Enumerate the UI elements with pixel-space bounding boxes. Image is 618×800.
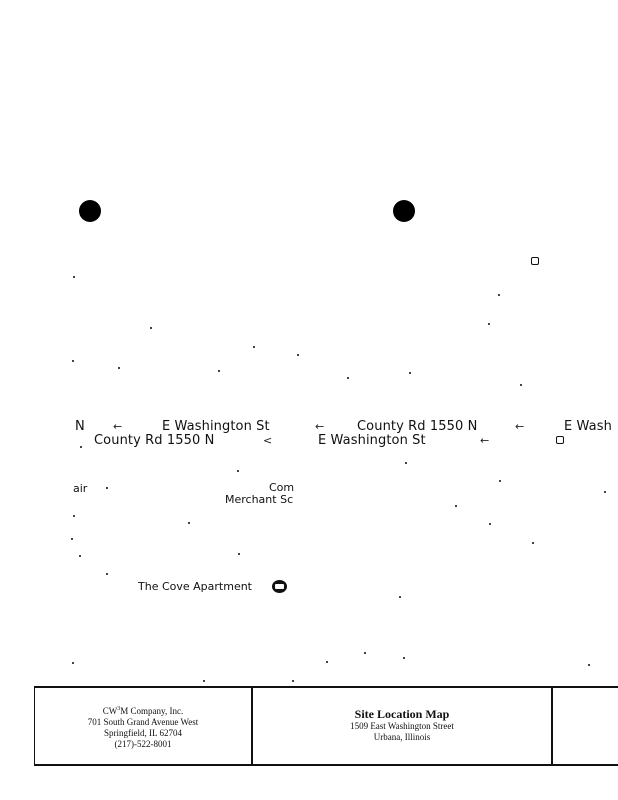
- road-arrow: ←: [480, 434, 490, 447]
- map-speck: [292, 680, 294, 682]
- road-label-n: N: [75, 419, 85, 434]
- map-speck: [253, 346, 255, 348]
- map-speck: [72, 662, 74, 664]
- map-speck: [71, 538, 73, 540]
- map-speck: [326, 661, 328, 663]
- map-speck: [73, 515, 75, 517]
- company-address: 701 South Grand Avenue West: [87, 717, 199, 727]
- map-speck: [203, 680, 205, 682]
- map-speck: [118, 367, 120, 369]
- left-marker-dot: [79, 200, 101, 222]
- road-label-county-rd-1550-n: County Rd 1550 N: [357, 419, 478, 434]
- map-speck: [238, 553, 240, 555]
- title-block-extra-cell: [553, 688, 618, 764]
- map-speck: [499, 480, 501, 482]
- map-speck: [364, 652, 366, 654]
- site-info-cell: [253, 688, 553, 764]
- map-speck: [403, 657, 405, 659]
- map-speck: [106, 573, 108, 575]
- map-speck: [80, 446, 82, 448]
- company-name: $CW^3M$ Company, Inc.: [102, 706, 184, 716]
- road-label-e-washington-st-2: E Washington St: [318, 433, 426, 448]
- company-phone: (217)-522-8001: [114, 739, 172, 749]
- apartment-icon: [272, 580, 287, 593]
- map-speck: [488, 323, 490, 325]
- road-label-e-washington-st: E Washington St: [162, 419, 270, 434]
- map-speck: [73, 276, 75, 278]
- road-arrow: ←: [515, 420, 525, 433]
- map-speck: [498, 294, 500, 296]
- place-label-merchant: Merchant Sc: [225, 493, 294, 506]
- map-speck: [532, 542, 534, 544]
- map-speck: [588, 664, 590, 666]
- map-speck: [237, 470, 239, 472]
- map-speck: [399, 596, 401, 598]
- map-speck: [455, 505, 457, 507]
- map-speck: [218, 370, 220, 372]
- map-speck: [188, 522, 190, 524]
- map-speck: [150, 327, 152, 329]
- map-poi-icon: [556, 436, 564, 444]
- map-speck: [405, 462, 407, 464]
- site-city: Urbana, Illinois: [373, 732, 431, 742]
- company-info-cell: [35, 688, 253, 764]
- title-block: [34, 686, 618, 766]
- place-label-air: air: [73, 482, 88, 495]
- road-arrow: ←: [315, 420, 325, 433]
- map-speck: [79, 555, 81, 557]
- road-label-county-rd-1550-n-2: County Rd 1550 N: [94, 433, 215, 448]
- company-city: Springfield, IL 62704: [104, 728, 182, 738]
- map-speck: [106, 487, 108, 489]
- map-poi-icon: [531, 257, 539, 265]
- place-label-com: Com: [269, 481, 295, 494]
- right-marker-dot: [393, 200, 415, 222]
- road-label-e-wash: E Wash: [564, 419, 612, 434]
- map-speck: [520, 384, 522, 386]
- map-speck: [409, 372, 411, 374]
- map-speck: [72, 360, 74, 362]
- map-speck: [297, 354, 299, 356]
- map-speck: [604, 491, 606, 493]
- road-arrow: ←: [113, 420, 123, 433]
- road-arrow: <: [263, 434, 273, 447]
- map-speck: [489, 523, 491, 525]
- place-label-the-cove-apartment: The Cove Apartment: [138, 580, 252, 593]
- site-address: 1509 East Washington Street: [350, 721, 454, 731]
- map-speck: [347, 377, 349, 379]
- site-title: Site Location Map: [354, 707, 450, 721]
